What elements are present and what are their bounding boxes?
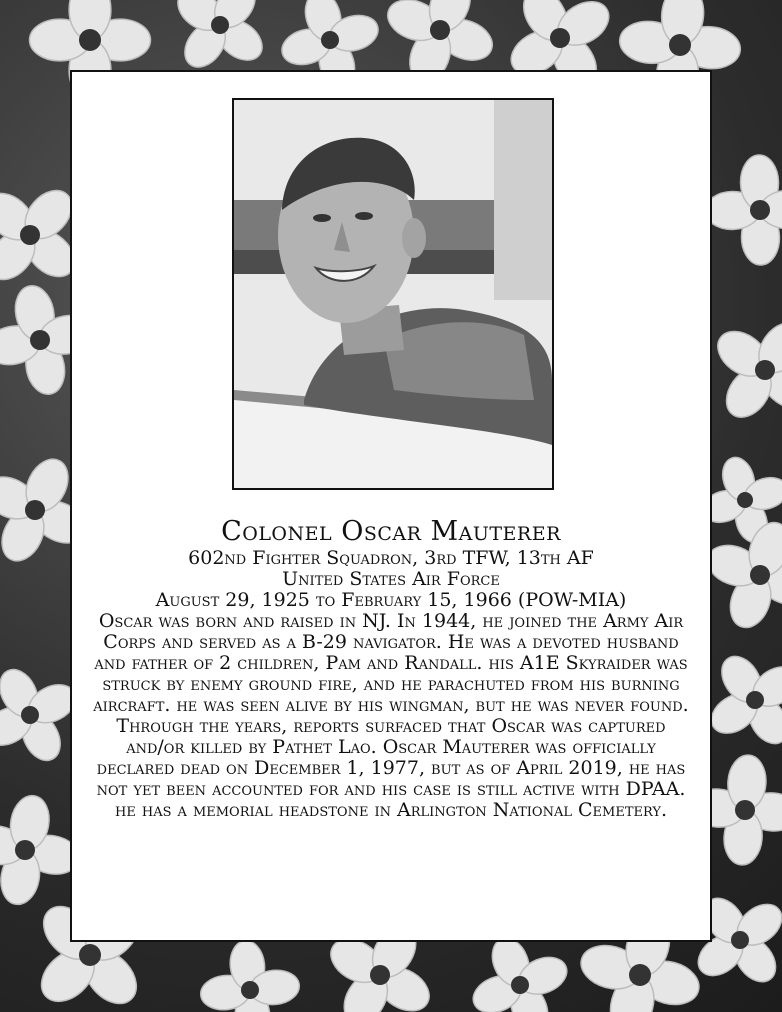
portrait-image [234,100,552,488]
memorial-text [72,516,710,821]
memorial-panel [70,70,712,942]
dogwood-flower [705,155,782,266]
unit-line: 602nd Fighter Squadron, 3rd TFW, 13th AF [188,547,594,569]
dates-line: August 29, 1925 to February 15, 1966 (POW-MIA) [155,589,627,611]
dogwood-flower [199,939,301,1012]
dogwood-flower [704,649,782,751]
branch-line: United States Air Force [282,568,500,590]
honoree-name: Colonel Oscar Mauterer [221,516,561,547]
portrait-photo [232,98,554,490]
dogwood-flower [709,314,782,425]
biography-text: Oscar was born and raised in NJ. In 1944, he joined the Army Air Corps and served as a B-29 navigator. He was a devoted husband and father of 2 children, Pam and Randall. his A1E Skyraider was struck by enemy ground fire, and he parachuted from his burning aircraft. he was seen alive by his wingman, but he was never found. Through the years, reports surfaced that Oscar was captured and/or killed by Pathet Lao. Oscar Mauterer was officially declared dead on December 1, 1977, but as of April 2019, he has not yet been accounted for and his case is still active with DPAA. he has a memorial headstone in Arlington National Cemetery. [93,610,689,821]
dogwood-flower [170,0,270,75]
dogwood-flower [468,933,573,1012]
